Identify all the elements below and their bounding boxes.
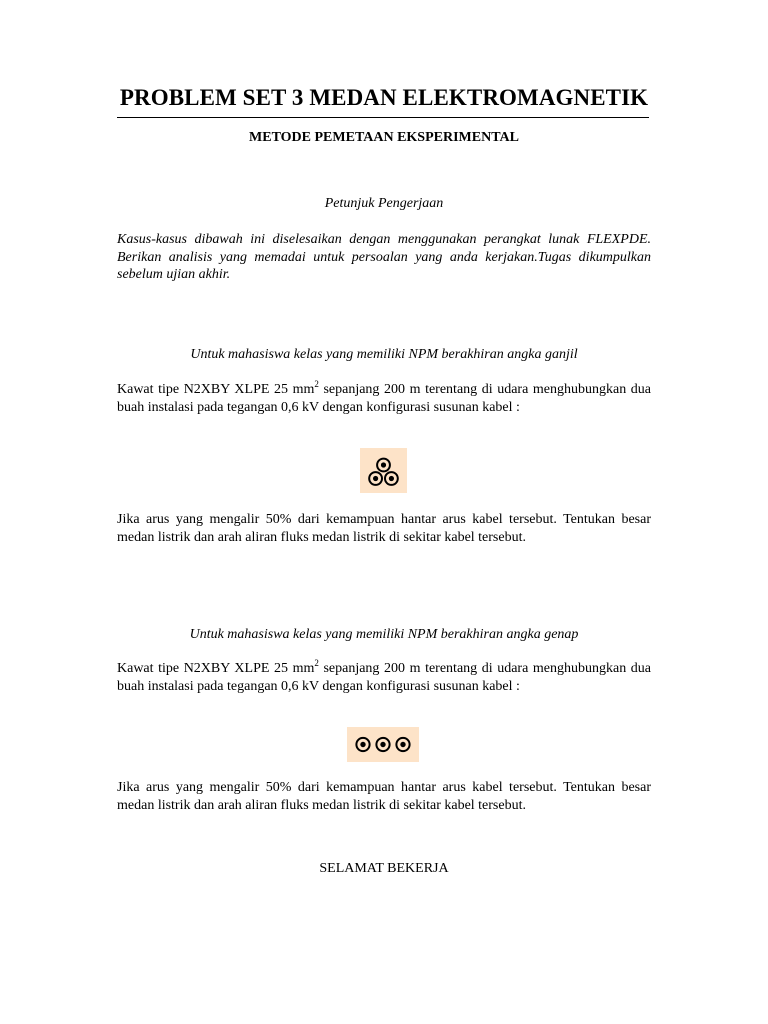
case-even-heading: Untuk mahasiswa kelas yang memiliki NPM berakhiran angka genap [189, 627, 579, 642]
closing-text: SELAMAT BEKERJA [319, 861, 449, 876]
case-even-question: Jika arus yang mengalir 50% dari kemampuan hantar arus kabel tersebut. Tentukan besar medan listrik dan arah aliran fluks medan listrik di sekitar kabel tersebut. [117, 780, 651, 813]
page-subtitle: METODE PEMETAAN EKSPERIMENTAL [249, 130, 519, 145]
instructions-text: Kasus-kasus dibawah ini diselesaikan dengan menggunakan perangkat lunak FLEXPDE. Berikan analisis yang memadai untuk persoalan yang anda kerjakan.Tugas dikumpulkan sebelum ujian akhir. [117, 232, 651, 282]
triangular-cable-arrangement-icon [360, 448, 407, 493]
case-even-problem-superscript: 2 [314, 658, 319, 668]
cable-triangular-configuration-diagram [360, 448, 407, 493]
case-odd-question: Jika arus yang mengalir 50% dari kemampuan hantar arus kabel tersebut. Tentukan besar medan listrik dan arah aliran fluks medan listrik di sekitar kabel tersebut. [117, 512, 651, 545]
title-underline [117, 117, 649, 118]
case-even-problem [117, 660, 651, 695]
case-odd-problem-text-a: Kawat tipe N2XBY XLPE 25 mm [117, 382, 315, 397]
case-odd-problem-text-b: sepanjang 200 m terentang di udara menghubungkan dua buah instalasi pada tegangan 0,6 kV dengan konfigurasi susunan kabel : [117, 382, 651, 415]
case-odd-problem [117, 381, 651, 416]
instructions-heading: Petunjuk Pengerjaan [324, 196, 444, 211]
case-even-problem-text-a: Kawat tipe N2XBY XLPE 25 mm [117, 661, 315, 676]
flat-cable-arrangement-icon [347, 727, 419, 762]
case-odd-problem-superscript: 2 [314, 379, 319, 389]
cable-flat-configuration-diagram [347, 727, 419, 762]
case-odd-heading: Untuk mahasiswa kelas yang memiliki NPM berakhiran angka ganjil [190, 347, 578, 362]
case-even-problem-text-b: sepanjang 200 m terentang di udara menghubungkan dua buah instalasi pada tegangan 0,6 kV dengan konfigurasi susunan kabel : [117, 661, 651, 694]
page-title: PROBLEM SET 3 MEDAN ELEKTROMAGNETIK [119, 85, 649, 110]
